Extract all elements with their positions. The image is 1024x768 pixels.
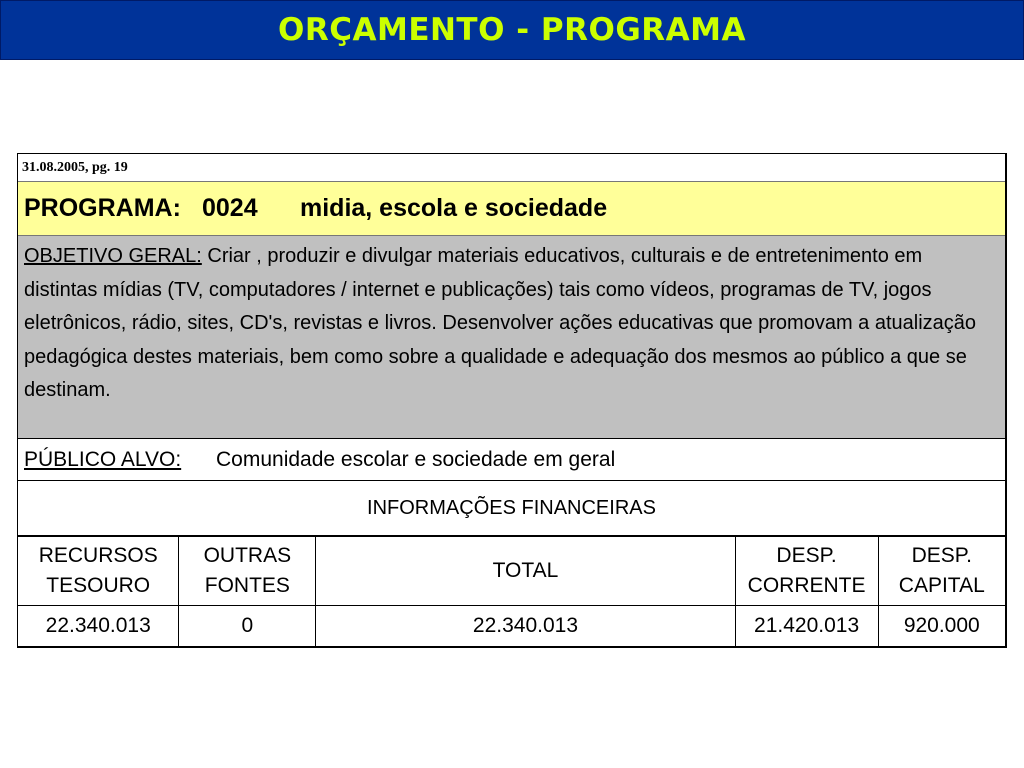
value-desp-capital: 920.000 bbox=[903, 614, 980, 637]
value-outras-fontes: 0 bbox=[179, 606, 316, 647]
table-header-row bbox=[18, 537, 1005, 606]
page-title: ORÇAMENTO - PROGRAMA bbox=[278, 12, 746, 48]
financial-table bbox=[18, 537, 1005, 646]
objetivo-row bbox=[18, 236, 1005, 439]
value-recursos-tesouro: 22.340.013 bbox=[18, 606, 179, 647]
publico-label: PÚBLICO ALVO: bbox=[24, 447, 182, 471]
programa-code: 0024 bbox=[202, 194, 258, 222]
programa-row bbox=[18, 182, 1005, 236]
value-desp-corrente: 21.420.013 bbox=[735, 606, 878, 647]
publico-row bbox=[18, 439, 1005, 481]
date-page-label: 31.08.2005, pg. 19 bbox=[18, 154, 1005, 182]
info-financeiras-header: INFORMAÇÕES FINANCEIRAS bbox=[18, 481, 1005, 537]
header-desp-capital: DESP. CAPITAL bbox=[878, 537, 1005, 606]
title-bar bbox=[0, 0, 1024, 60]
header-desp-corrente: DESP. CORRENTE bbox=[735, 537, 878, 606]
programa-label: PROGRAMA: bbox=[24, 194, 181, 222]
publico-text: Comunidade escolar e sociedade em geral bbox=[216, 447, 616, 471]
value-total: 22.340.013 bbox=[316, 606, 735, 647]
objetivo-label: OBJETIVO GERAL: bbox=[24, 245, 202, 267]
header-recursos-tesouro: RECURSOS TESOURO bbox=[18, 537, 179, 606]
header-total: TOTAL bbox=[316, 537, 735, 606]
header-outras-fontes: OUTRAS FONTES bbox=[179, 537, 316, 606]
table-row bbox=[18, 606, 1005, 647]
budget-sheet bbox=[17, 153, 1007, 648]
programa-name: midia, escola e sociedade bbox=[300, 194, 608, 222]
objetivo-text: Criar , produzir e divulgar materiais educativos, culturais e de entretenimento em distintas mídias (TV, computadores / internet e publicações) tais como vídeos, programas de TV, jogos eletrônicos, rádio, sites, CD's, revistas e livros. Desenvolver ações educativas que promovam a atualização pedagógica destes materiais, bem como sobre a qualidade e adequação dos mesmos ao público a que se destinam. bbox=[24, 245, 977, 401]
